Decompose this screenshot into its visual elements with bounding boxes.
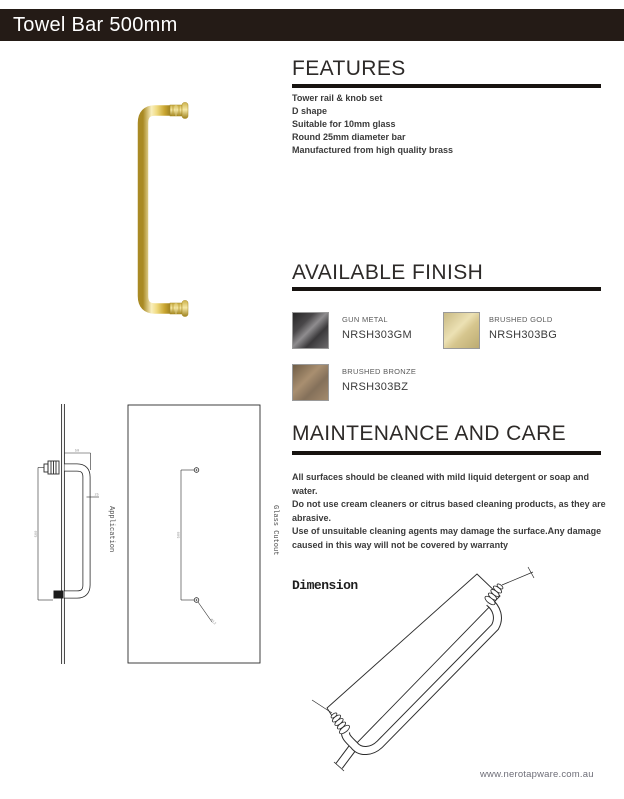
- dimension-heading: Dimension: [292, 578, 358, 593]
- application-dim-bar: 25: [94, 493, 99, 498]
- glass-cutout-label: Glass Cutout: [271, 505, 279, 556]
- finish-heading: AVAILABLE FINISH: [292, 261, 484, 284]
- iso-glass-plane: [327, 574, 500, 748]
- page-header: [0, 9, 624, 41]
- features-divider: [292, 84, 601, 88]
- finish-divider: [292, 287, 601, 291]
- maintenance-line: Use of unsuitable cleaning agents may damage the surface.Any damage caused in this way will not be covered by warranty: [292, 526, 602, 550]
- finish-swatch-brushed-gold: [443, 312, 480, 349]
- application-bottom-fitting: [54, 591, 64, 599]
- towel-bar-bottom-knob: [170, 301, 188, 317]
- feature-item: D shape: [292, 106, 328, 116]
- feature-item: Suitable for 10mm glass: [292, 119, 396, 129]
- feature-item: Tower rail & knob set: [292, 93, 383, 103]
- application-bar-outline: [65, 468, 87, 595]
- feature-item: Round 25mm diameter bar: [292, 132, 406, 142]
- maintenance-line: All surfaces should be cleaned with mild liquid detergent or soap and water.: [292, 472, 590, 496]
- finish-name: GUN METAL: [342, 315, 388, 324]
- application-dim-offset: 50: [74, 449, 80, 454]
- feature-item: Manufactured from high quality brass: [292, 145, 454, 155]
- page-title: Towel Bar 500mm: [13, 13, 178, 36]
- finish-code: NRSH303BZ: [342, 381, 409, 393]
- cutout-hole-label: Ø12: [208, 618, 217, 627]
- features-heading: FEATURES: [292, 57, 406, 80]
- application-label: Application: [107, 506, 115, 553]
- maintenance-divider: [292, 451, 601, 455]
- finish-name: BRUSHED BRONZE: [342, 367, 417, 376]
- glass-cutout-rect: [128, 405, 260, 663]
- finish-name: BRUSHED GOLD: [489, 315, 553, 324]
- maintenance-heading: MAINTENANCE AND CARE: [292, 422, 567, 445]
- finish-swatch-gun-metal: [292, 312, 329, 349]
- application-glass-line: [62, 404, 65, 664]
- application-dim-length: 500: [35, 530, 39, 538]
- technical-drawings: [28, 398, 288, 673]
- product-photo: [92, 96, 204, 328]
- maintenance-line: Do not use cream cleaners or citrus based cleaning products, as they are abrasive.: [292, 499, 606, 523]
- iso-top-knob: [484, 583, 504, 606]
- dimension-drawing: [308, 560, 576, 790]
- glass-cutout-holes: [181, 468, 212, 622]
- website-url: www.nerotapware.com.au: [480, 769, 594, 780]
- finish-code: NRSH303GM: [342, 329, 412, 341]
- finish-code: NRSH303BG: [489, 329, 558, 341]
- towel-bar-tube: [143, 111, 171, 309]
- maintenance-text: [292, 471, 606, 552]
- application-knob: [44, 461, 59, 474]
- features-list: [292, 92, 607, 157]
- towel-bar-top-knob: [170, 103, 188, 119]
- cutout-dim-length: 500: [177, 531, 182, 539]
- finish-swatch-brushed-bronze: [292, 364, 329, 401]
